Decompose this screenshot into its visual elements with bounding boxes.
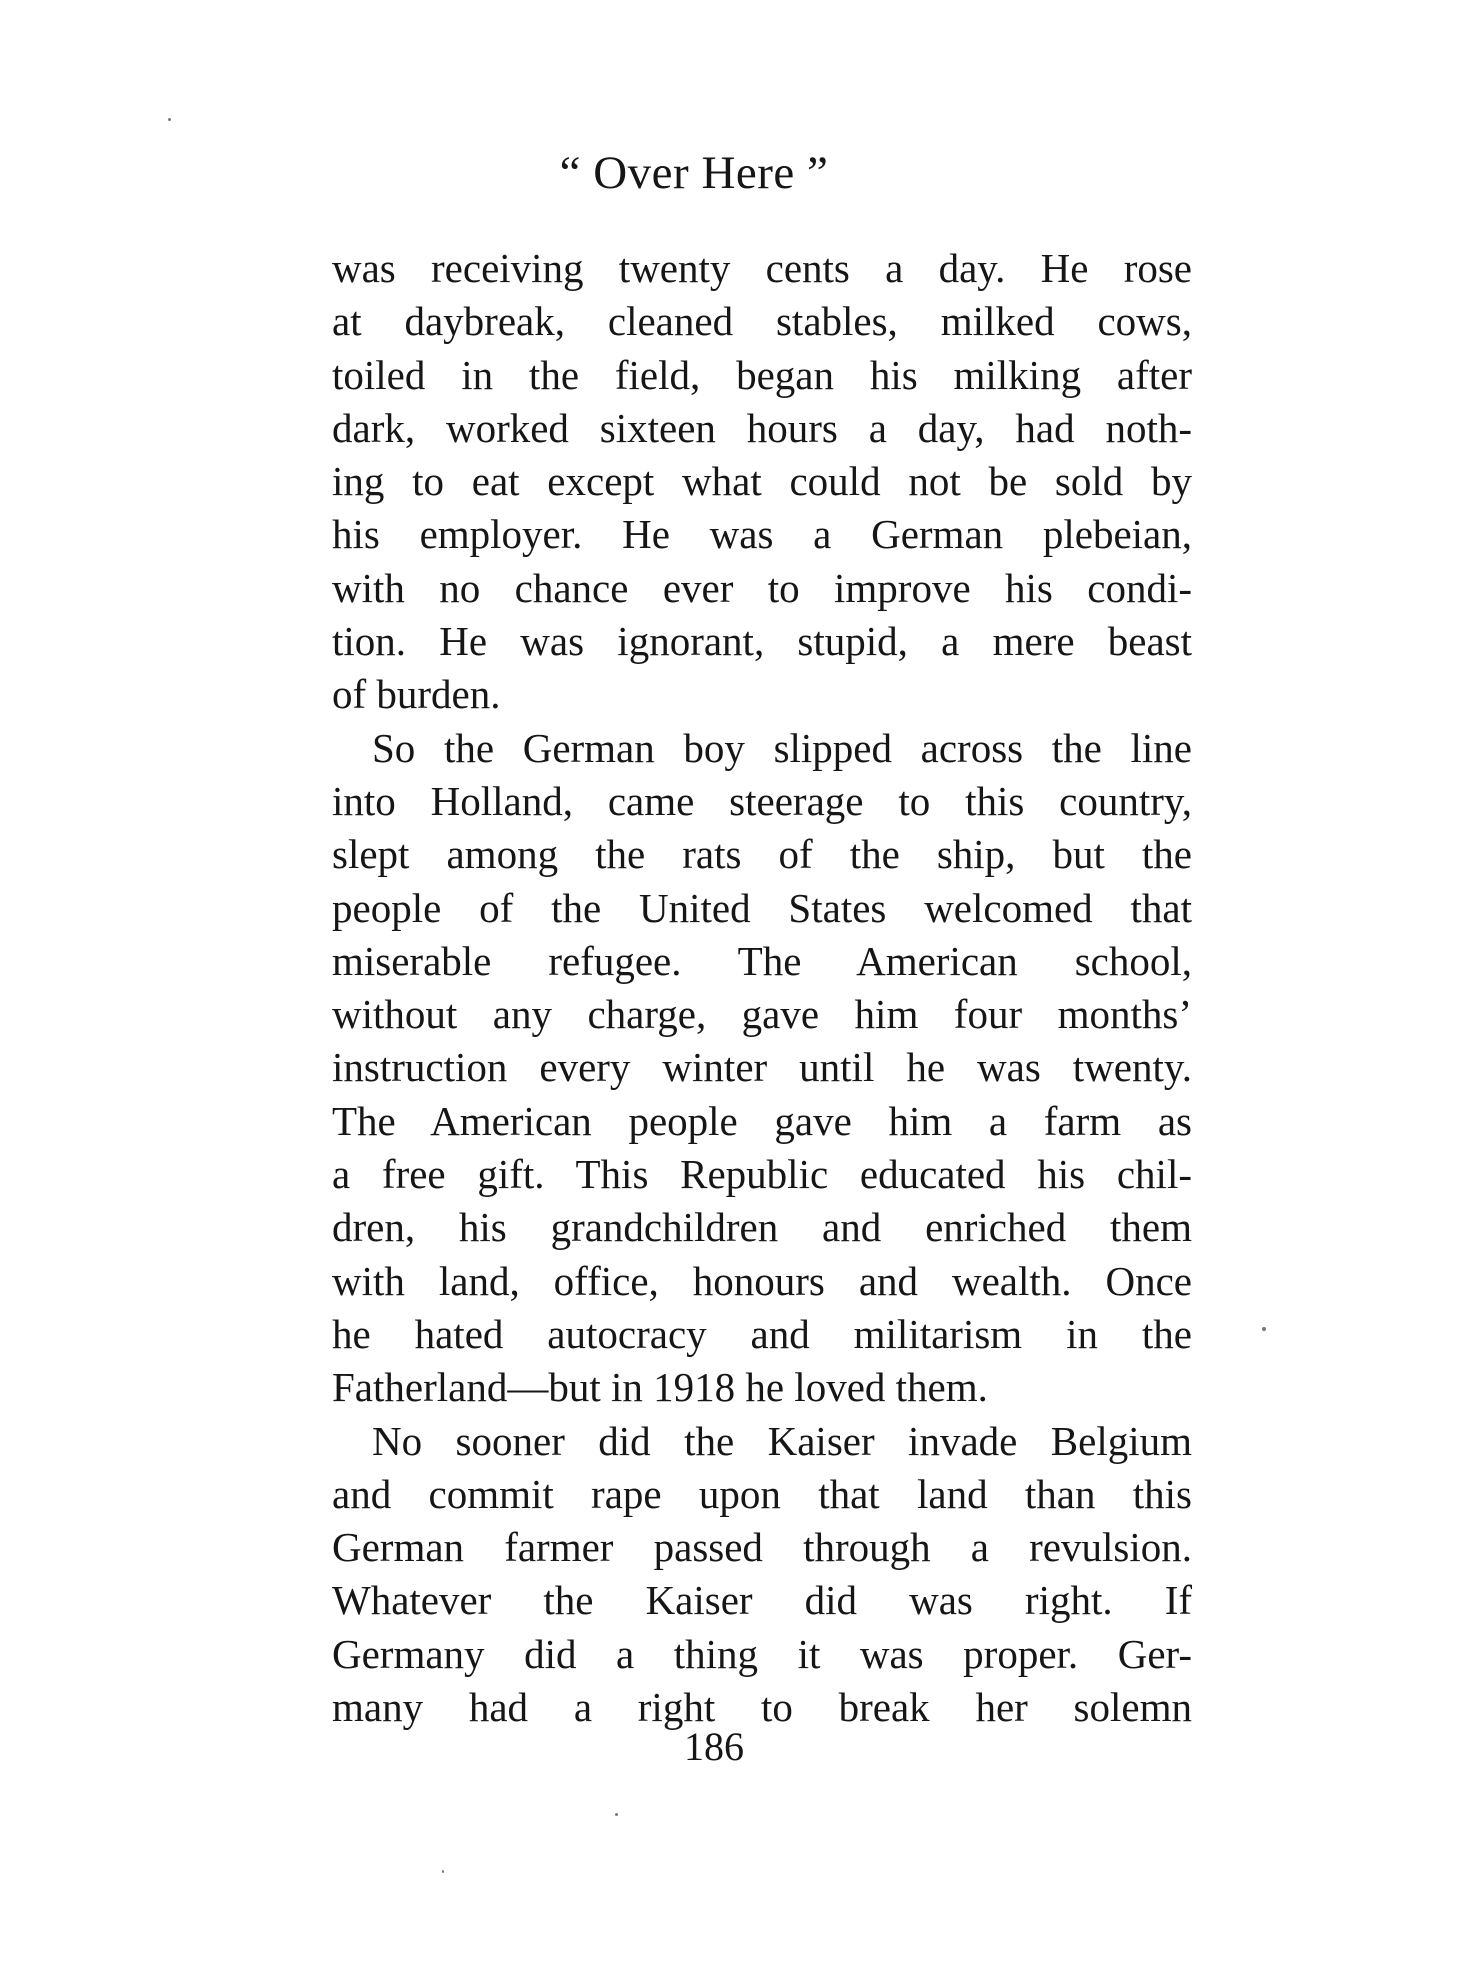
- text-line: toiled in the field, began his milking after: [332, 351, 1192, 398]
- text-line: into Holland, came steerage to this country,: [332, 777, 1192, 824]
- text-line: he hated autocracy and militarism in the: [332, 1310, 1192, 1357]
- page-number: [0, 1723, 1468, 1770]
- text-line: was receiving twenty cents a day. He rose: [332, 245, 1192, 291]
- scan-speck: [168, 118, 171, 121]
- page-number-text: 186: [684, 1724, 744, 1769]
- text-line: instruction every winter until he was twenty.: [332, 1044, 1192, 1091]
- text-line: So the German boy slipped across the line: [372, 724, 1192, 771]
- text-line: and commit rape upon that land than this: [332, 1470, 1192, 1517]
- scan-speck: [615, 1813, 618, 1816]
- text-line: Whatever the Kaiser did was right. If: [332, 1577, 1192, 1624]
- text-line: his employer. He was a German plebeian,: [332, 511, 1192, 558]
- text-line: without any charge, gave him four months’: [332, 991, 1192, 1038]
- text-line: Germany did a thing it was proper. Ger-: [332, 1630, 1192, 1677]
- text-line: The American people gave him a farm as: [332, 1097, 1192, 1144]
- running-head: [0, 146, 1468, 200]
- text-line: at daybreak, cleaned stables, milked cows,: [332, 298, 1192, 345]
- scan-speck: [1262, 1327, 1266, 1331]
- text-line: dren, his grandchildren and enriched them: [332, 1204, 1192, 1251]
- text-line: with no chance ever to improve his condi-: [332, 564, 1192, 611]
- text-line: slept among the rats of the ship, but the: [332, 831, 1192, 878]
- text-line: German farmer passed through a revulsion.: [332, 1524, 1192, 1571]
- text-line: dark, worked sixteen hours a day, had noth-: [332, 404, 1192, 451]
- text-line: with land, office, honours and wealth. Once: [332, 1257, 1192, 1304]
- running-head-text: “ Over Here ”: [559, 147, 829, 199]
- text-line: tion. He was ignorant, stupid, a mere beast: [332, 618, 1192, 665]
- text-line: Fatherland—but in 1918 he loved them.: [332, 1364, 988, 1411]
- text-line: miserable refugee. The American school,: [332, 937, 1192, 984]
- body-text: [332, 242, 1192, 1734]
- text-line: many had a right to break her solemn: [332, 1684, 1192, 1731]
- text-line: a free gift. This Republic educated his chil-: [332, 1151, 1192, 1198]
- scan-speck: [442, 1870, 444, 1873]
- text-line: ing to eat except what could not be sold by: [332, 458, 1192, 505]
- text-line: of burden.: [332, 671, 501, 718]
- text-line: people of the United States welcomed that: [332, 884, 1192, 931]
- text-line: No sooner did the Kaiser invade Belgium: [372, 1417, 1192, 1464]
